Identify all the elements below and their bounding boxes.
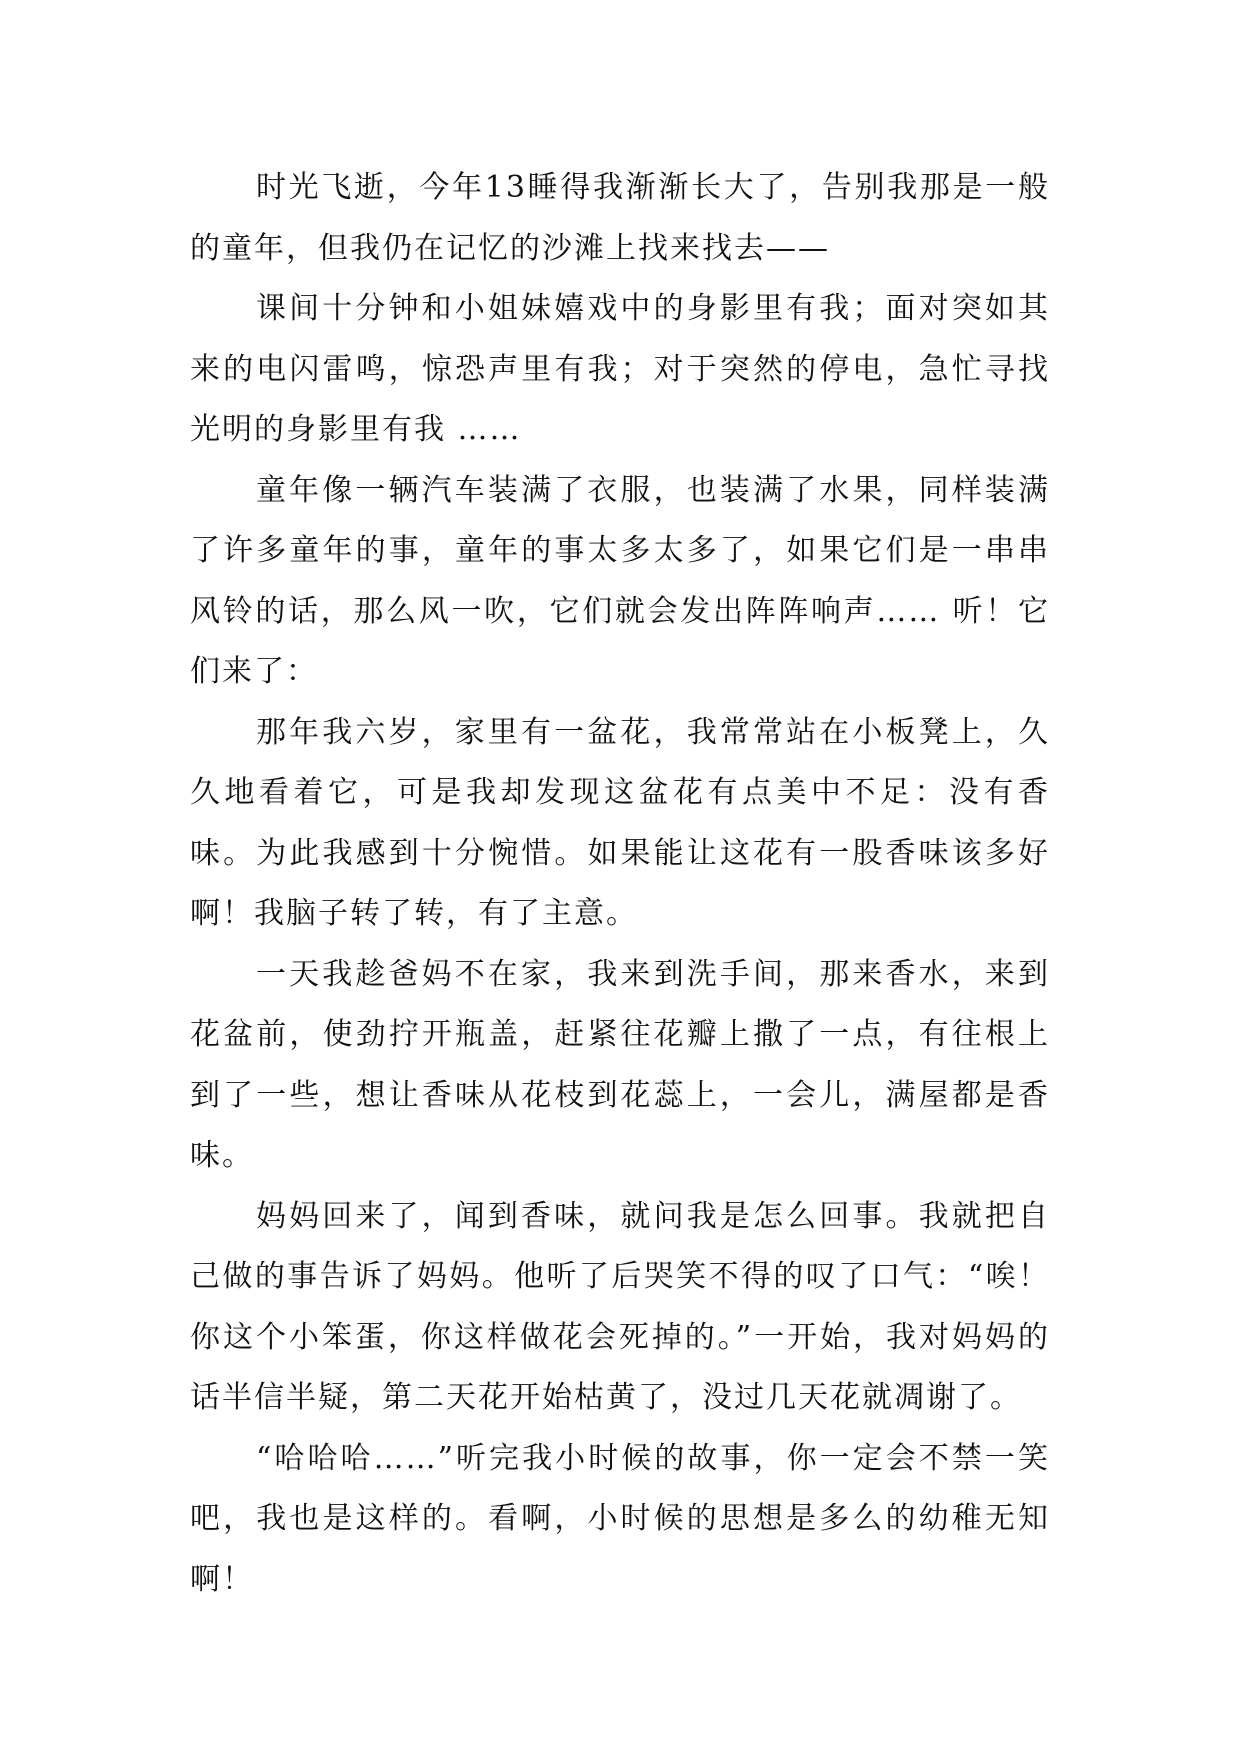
paragraph: 时光飞逝，今年13睡得我渐渐长大了，告别我那是一般的童年，但我仍在记忆的沙滩上找来找去——: [190, 170, 1050, 266]
document-body: [190, 158, 1050, 1610]
paragraph: 一天我趁爸妈不在家，我来到洗手间，那来香水，来到花盆前，使劲拧开瓶盖，赶紧往花瓣上撒了一点，有往根上到了一些，想让香味从花枝到花蕊上，一会儿，满屋都是香味。: [190, 956, 1050, 1173]
paragraph: 课间十分钟和小姐妹嬉戏中的身影里有我；面对突如其来的电闪雷鸣，惊恐声里有我；对于突然的停电，急忙寻找光明的身影里有我 ……: [190, 291, 1050, 447]
paragraph: 那年我六岁，家里有一盆花，我常常站在小板凳上，久久地看着它，可是我却发现这盆花有点美中不足：没有香味。为此我感到十分惋惜。如果能让这花有一股香味该多好啊！我脑子转了转，有了主意。: [190, 714, 1050, 931]
paragraph: 妈妈回来了，闻到香味，就问我是怎么回事。我就把自己做的事告诉了妈妈。他听了后哭笑不得的叹了口气：“唉！你这个小笨蛋，你这样做花会死掉的。”一开始，我对妈妈的话半信半疑，第二天花开始枯黄了，没过几天花就凋谢了。: [190, 1198, 1050, 1415]
paragraph: 童年像一辆汽车装满了衣服，也装满了水果，同样装满了许多童年的事，童年的事太多太多了，如果它们是一串串风铃的话，那么风一吹，它们就会发出阵阵响声…… 听！它们来了：: [190, 472, 1050, 689]
paragraph: “哈哈哈……”听完我小时候的故事，你一定会不禁一笑吧，我也是这样的。看啊，小时候的思想是多么的幼稚无知啊！: [190, 1440, 1050, 1597]
